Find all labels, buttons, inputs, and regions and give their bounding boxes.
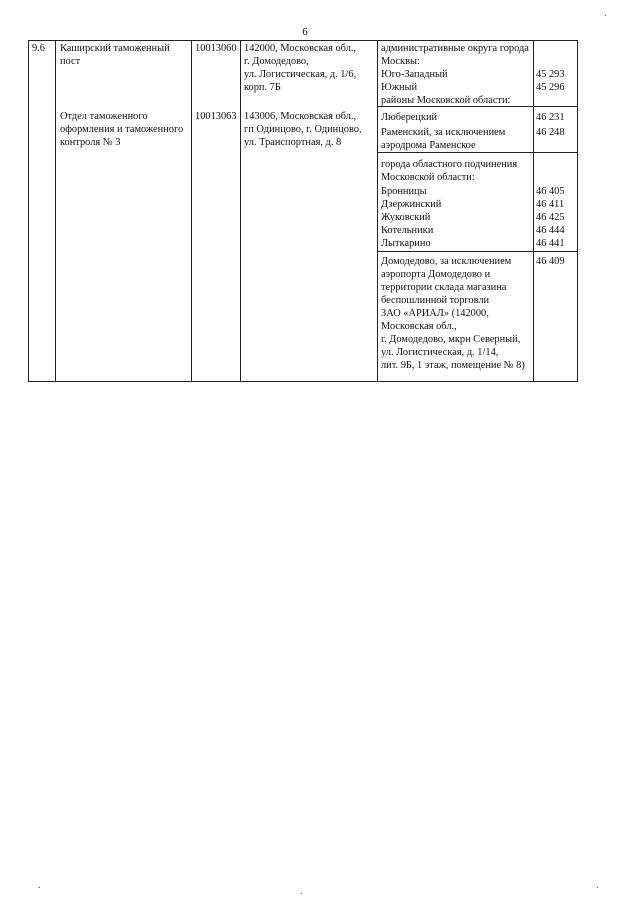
- territory-line: ул. Логистическая, д. 1/14,: [381, 347, 499, 358]
- table-bottom-border: [28, 381, 578, 382]
- customs-table: [28, 40, 578, 382]
- territory-line: Люберецкий: [381, 112, 438, 123]
- col-divider-2: [191, 40, 192, 382]
- territory-separator: [377, 152, 578, 153]
- territory-code: 46 405: [536, 186, 565, 197]
- office-address-line: 142000, Московская обл.,: [244, 43, 357, 54]
- territory-line: Раменский, за исключением: [381, 127, 506, 138]
- territory-code: 46 248: [536, 127, 565, 138]
- territory-line: Московской области:: [381, 172, 475, 183]
- territory-line: административные округа города: [381, 43, 529, 54]
- office-address-line: корп. 7Б: [244, 82, 281, 93]
- row-number: 9.6: [32, 43, 45, 54]
- territory-line: Москвы:: [381, 56, 420, 67]
- office-code: 10013063: [195, 111, 237, 122]
- office-address-line: г. Домодедово,: [244, 56, 309, 67]
- col-divider-1: [55, 40, 56, 382]
- territory-line: аэропорта Домодедово и: [381, 269, 491, 280]
- territory-line: аэродрома Раменское: [381, 140, 476, 151]
- office-name-line: Отдел таможенного: [60, 111, 148, 122]
- territory-line: г. Домодедово, мкрн Северный,: [381, 334, 521, 345]
- territory-line: территории склада магазина: [381, 282, 507, 293]
- territory-line: лит. 9Б, 1 этаж, помещение № 8): [381, 360, 525, 371]
- scan-speck: .: [596, 880, 599, 891]
- office-code: 10013060: [195, 43, 237, 54]
- table-right-border: [577, 40, 578, 382]
- territory-line: Дзержинский: [381, 199, 442, 210]
- territory-line: Котельники: [381, 225, 434, 236]
- page-number: 6: [302, 26, 308, 38]
- office-name-line: контроля № 3: [60, 137, 121, 148]
- territory-line: ЗАО «АРИАЛ» (142000,: [381, 308, 489, 319]
- territory-line: районы Московской области:: [381, 95, 511, 106]
- territory-code: 46 231: [536, 112, 565, 123]
- office-address-line: 143006, Московская обл.,: [244, 111, 357, 122]
- office-name-line: оформления и таможенного: [60, 124, 184, 135]
- office-address-line: ул. Транспортная, д. 8: [244, 137, 342, 148]
- territory-line: Лыткарино: [381, 238, 431, 249]
- territory-code: 46 409: [536, 256, 565, 267]
- scan-speck: .: [38, 880, 41, 891]
- territory-code: 46 411: [536, 199, 565, 210]
- scan-speck: .: [604, 8, 607, 19]
- office-name-line: пост: [60, 56, 81, 67]
- territory-code: 45 296: [536, 82, 565, 93]
- table-left-border: [28, 40, 29, 382]
- office-address-line: ул. Логистическая, д. 1/6,: [244, 69, 357, 80]
- territory-line: Московская обл.,: [381, 321, 457, 332]
- territory-code: 46 441: [536, 238, 565, 249]
- territory-code: 46 444: [536, 225, 565, 236]
- territory-line: беспошлинной торговли: [381, 295, 490, 306]
- territory-separator: [377, 251, 578, 252]
- col-divider-5: [533, 40, 534, 382]
- territory-line: Домодедово, за исключением: [381, 256, 512, 267]
- territory-code: 45 293: [536, 69, 565, 80]
- scan-speck: .: [300, 886, 303, 897]
- table-top-border: [28, 40, 578, 41]
- territory-code: 46 425: [536, 212, 565, 223]
- territory-line: Южный: [381, 82, 418, 93]
- territory-line: города областного подчинения: [381, 159, 518, 170]
- office-address-line: гп Одинцово, г. Одинцово,: [244, 124, 362, 135]
- col-divider-3: [240, 40, 241, 382]
- territory-line: Жуковский: [381, 212, 431, 223]
- territory-line: Юго-Западный: [381, 69, 448, 80]
- territory-line: Бронницы: [381, 186, 427, 197]
- office-name-line: Каширский таможенный: [60, 43, 170, 54]
- col-divider-4: [377, 40, 378, 382]
